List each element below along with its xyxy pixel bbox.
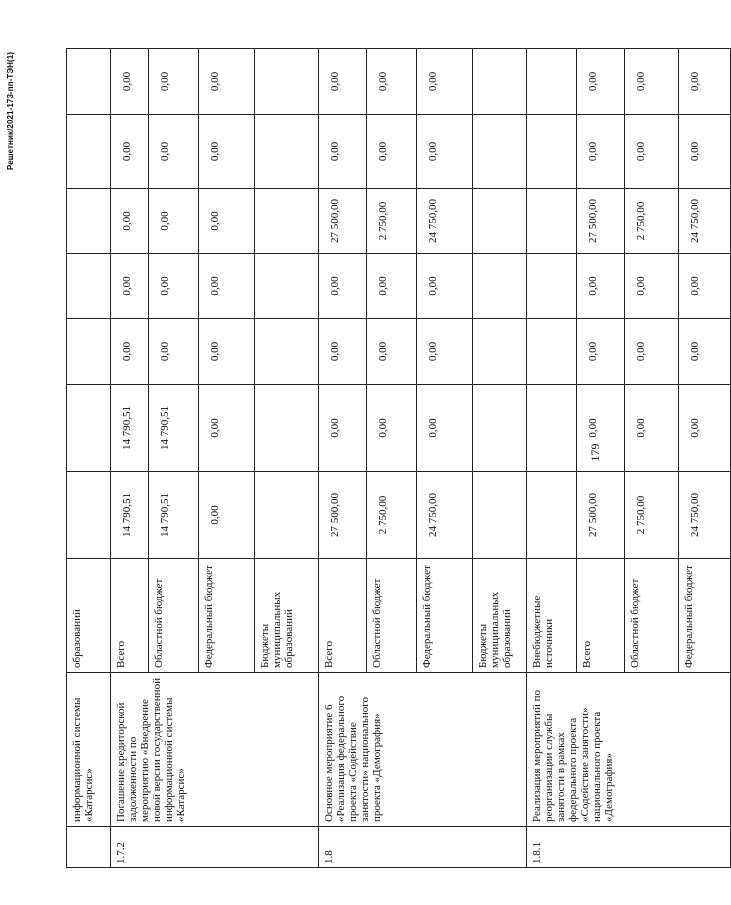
- funding-source: Всего: [319, 559, 367, 673]
- value-cell: [67, 385, 111, 472]
- table-row: [111, 49, 149, 868]
- value-cell: [255, 115, 319, 189]
- value-cell: 0,00: [577, 254, 625, 319]
- measure-name: Погашение кредиторской задолженности по мероприятию «Внедрение новой версии государственной информационной системы «Катарсис»: [111, 673, 319, 827]
- value-cell: 0,00: [319, 319, 367, 385]
- value-cell: 0,00: [417, 385, 473, 472]
- value-cell: 0,00: [111, 49, 149, 115]
- value-cell: 24 750,00: [417, 472, 473, 559]
- value-cell: 0,00: [577, 319, 625, 385]
- value-cell: [527, 254, 577, 319]
- funding-source: Федеральный бюджет: [679, 559, 731, 673]
- value-cell: 0,00: [319, 385, 367, 472]
- value-cell: 0,00: [679, 319, 731, 385]
- value-cell: 0,00: [199, 385, 255, 472]
- value-cell: [67, 319, 111, 385]
- funding-source: Федеральный бюджет: [199, 559, 255, 673]
- value-cell: [527, 115, 577, 189]
- table-row: [527, 49, 577, 868]
- row-number: 1.8.1: [527, 827, 731, 868]
- value-cell: 0,00: [319, 254, 367, 319]
- value-cell: 27 500,00: [319, 472, 367, 559]
- value-cell: 0,00: [577, 385, 625, 472]
- value-cell: 0,00: [111, 189, 149, 254]
- value-cell: 0,00: [319, 115, 367, 189]
- row-number: 1.8: [319, 827, 527, 868]
- budget-table: [66, 48, 731, 868]
- value-cell: [527, 385, 577, 472]
- row-number: [67, 827, 111, 868]
- page-number: 179: [588, 443, 602, 462]
- value-cell: 0,00: [679, 385, 731, 472]
- value-cell: [527, 319, 577, 385]
- funding-source: Всего: [111, 559, 149, 673]
- value-cell: 0,00: [319, 49, 367, 115]
- value-cell: [527, 472, 577, 559]
- value-cell: 0,00: [199, 472, 255, 559]
- value-cell: 0,00: [417, 319, 473, 385]
- measure-name: информационной системы «Катарсис»: [67, 673, 111, 827]
- funding-source: образований: [67, 559, 111, 673]
- value-cell: [255, 189, 319, 254]
- value-cell: 0,00: [625, 319, 679, 385]
- funding-source: Областной бюджет: [367, 559, 417, 673]
- value-cell: 14 790,51: [149, 385, 199, 472]
- value-cell: 0,00: [149, 254, 199, 319]
- value-cell: [473, 472, 527, 559]
- value-cell: 0,00: [577, 49, 625, 115]
- value-cell: 0,00: [149, 189, 199, 254]
- value-cell: [67, 472, 111, 559]
- value-cell: [527, 189, 577, 254]
- value-cell: [255, 254, 319, 319]
- value-cell: [473, 189, 527, 254]
- value-cell: [473, 115, 527, 189]
- value-cell: 27 500,00: [577, 472, 625, 559]
- value-cell: 24 750,00: [417, 189, 473, 254]
- value-cell: 27 500,00: [319, 189, 367, 254]
- value-cell: 0,00: [149, 319, 199, 385]
- value-cell: [255, 49, 319, 115]
- value-cell: 0,00: [417, 115, 473, 189]
- value-cell: [67, 49, 111, 115]
- value-cell: [255, 472, 319, 559]
- value-cell: 0,00: [111, 319, 149, 385]
- value-cell: 0,00: [199, 319, 255, 385]
- value-cell: 0,00: [367, 115, 417, 189]
- value-cell: 2 750,00: [625, 472, 679, 559]
- value-cell: 0,00: [199, 189, 255, 254]
- document-id: Решетник/2021-173-пп-ТЭН(1): [6, 51, 15, 170]
- value-cell: [67, 115, 111, 189]
- value-cell: 0,00: [199, 49, 255, 115]
- value-cell: [255, 319, 319, 385]
- table-row: [319, 49, 367, 868]
- value-cell: 0,00: [577, 115, 625, 189]
- value-cell: 0,00: [149, 49, 199, 115]
- value-cell: 27 500,00: [577, 189, 625, 254]
- value-cell: 0,00: [199, 254, 255, 319]
- funding-source: Федеральный бюджет: [417, 559, 473, 673]
- value-cell: [255, 385, 319, 472]
- value-cell: [527, 49, 577, 115]
- value-cell: 0,00: [367, 49, 417, 115]
- value-cell: 0,00: [367, 385, 417, 472]
- value-cell: 0,00: [679, 115, 731, 189]
- funding-source: Внебюджетные источники: [527, 559, 577, 673]
- value-cell: 0,00: [367, 319, 417, 385]
- value-cell: 14 790,51: [149, 472, 199, 559]
- value-cell: 14 790,51: [111, 472, 149, 559]
- table-row: [67, 49, 111, 868]
- value-cell: 0,00: [149, 115, 199, 189]
- value-cell: 24 750,00: [679, 189, 731, 254]
- value-cell: 14 790,51: [111, 385, 149, 472]
- value-cell: 0,00: [199, 115, 255, 189]
- funding-source: Областной бюджет: [625, 559, 679, 673]
- value-cell: [473, 49, 527, 115]
- value-cell: 0,00: [679, 254, 731, 319]
- measure-name: Основное мероприятие 6 «Реализация федерального проекта «Содействие занятости» национального проекта «Демография»: [319, 673, 527, 827]
- value-cell: 0,00: [679, 49, 731, 115]
- value-cell: 0,00: [625, 385, 679, 472]
- value-cell: 0,00: [111, 115, 149, 189]
- value-cell: 0,00: [625, 115, 679, 189]
- row-number: 1.7.2: [111, 827, 319, 868]
- value-cell: 0,00: [367, 254, 417, 319]
- value-cell: 0,00: [417, 254, 473, 319]
- value-cell: [473, 385, 527, 472]
- value-cell: 24 750,00: [679, 472, 731, 559]
- value-cell: [473, 319, 527, 385]
- value-cell: [67, 189, 111, 254]
- measure-name: Реализация мероприятий по реорганизации службы занятости в рамках федерального проекта «Содействие занятости» национального проекта «Демография»: [527, 673, 731, 827]
- funding-source: Бюджеты муниципальных образований: [255, 559, 319, 673]
- value-cell: 0,00: [417, 49, 473, 115]
- value-cell: 0,00: [111, 254, 149, 319]
- funding-source: Областной бюджет: [149, 559, 199, 673]
- value-cell: [473, 254, 527, 319]
- value-cell: 2 750,00: [367, 472, 417, 559]
- value-cell: 0,00: [625, 49, 679, 115]
- value-cell: 2 750,00: [625, 189, 679, 254]
- value-cell: [67, 254, 111, 319]
- funding-source: Бюджеты муниципальных образований: [473, 559, 527, 673]
- value-cell: 2 750,00: [367, 189, 417, 254]
- funding-source: Всего: [577, 559, 625, 673]
- value-cell: 0,00: [625, 254, 679, 319]
